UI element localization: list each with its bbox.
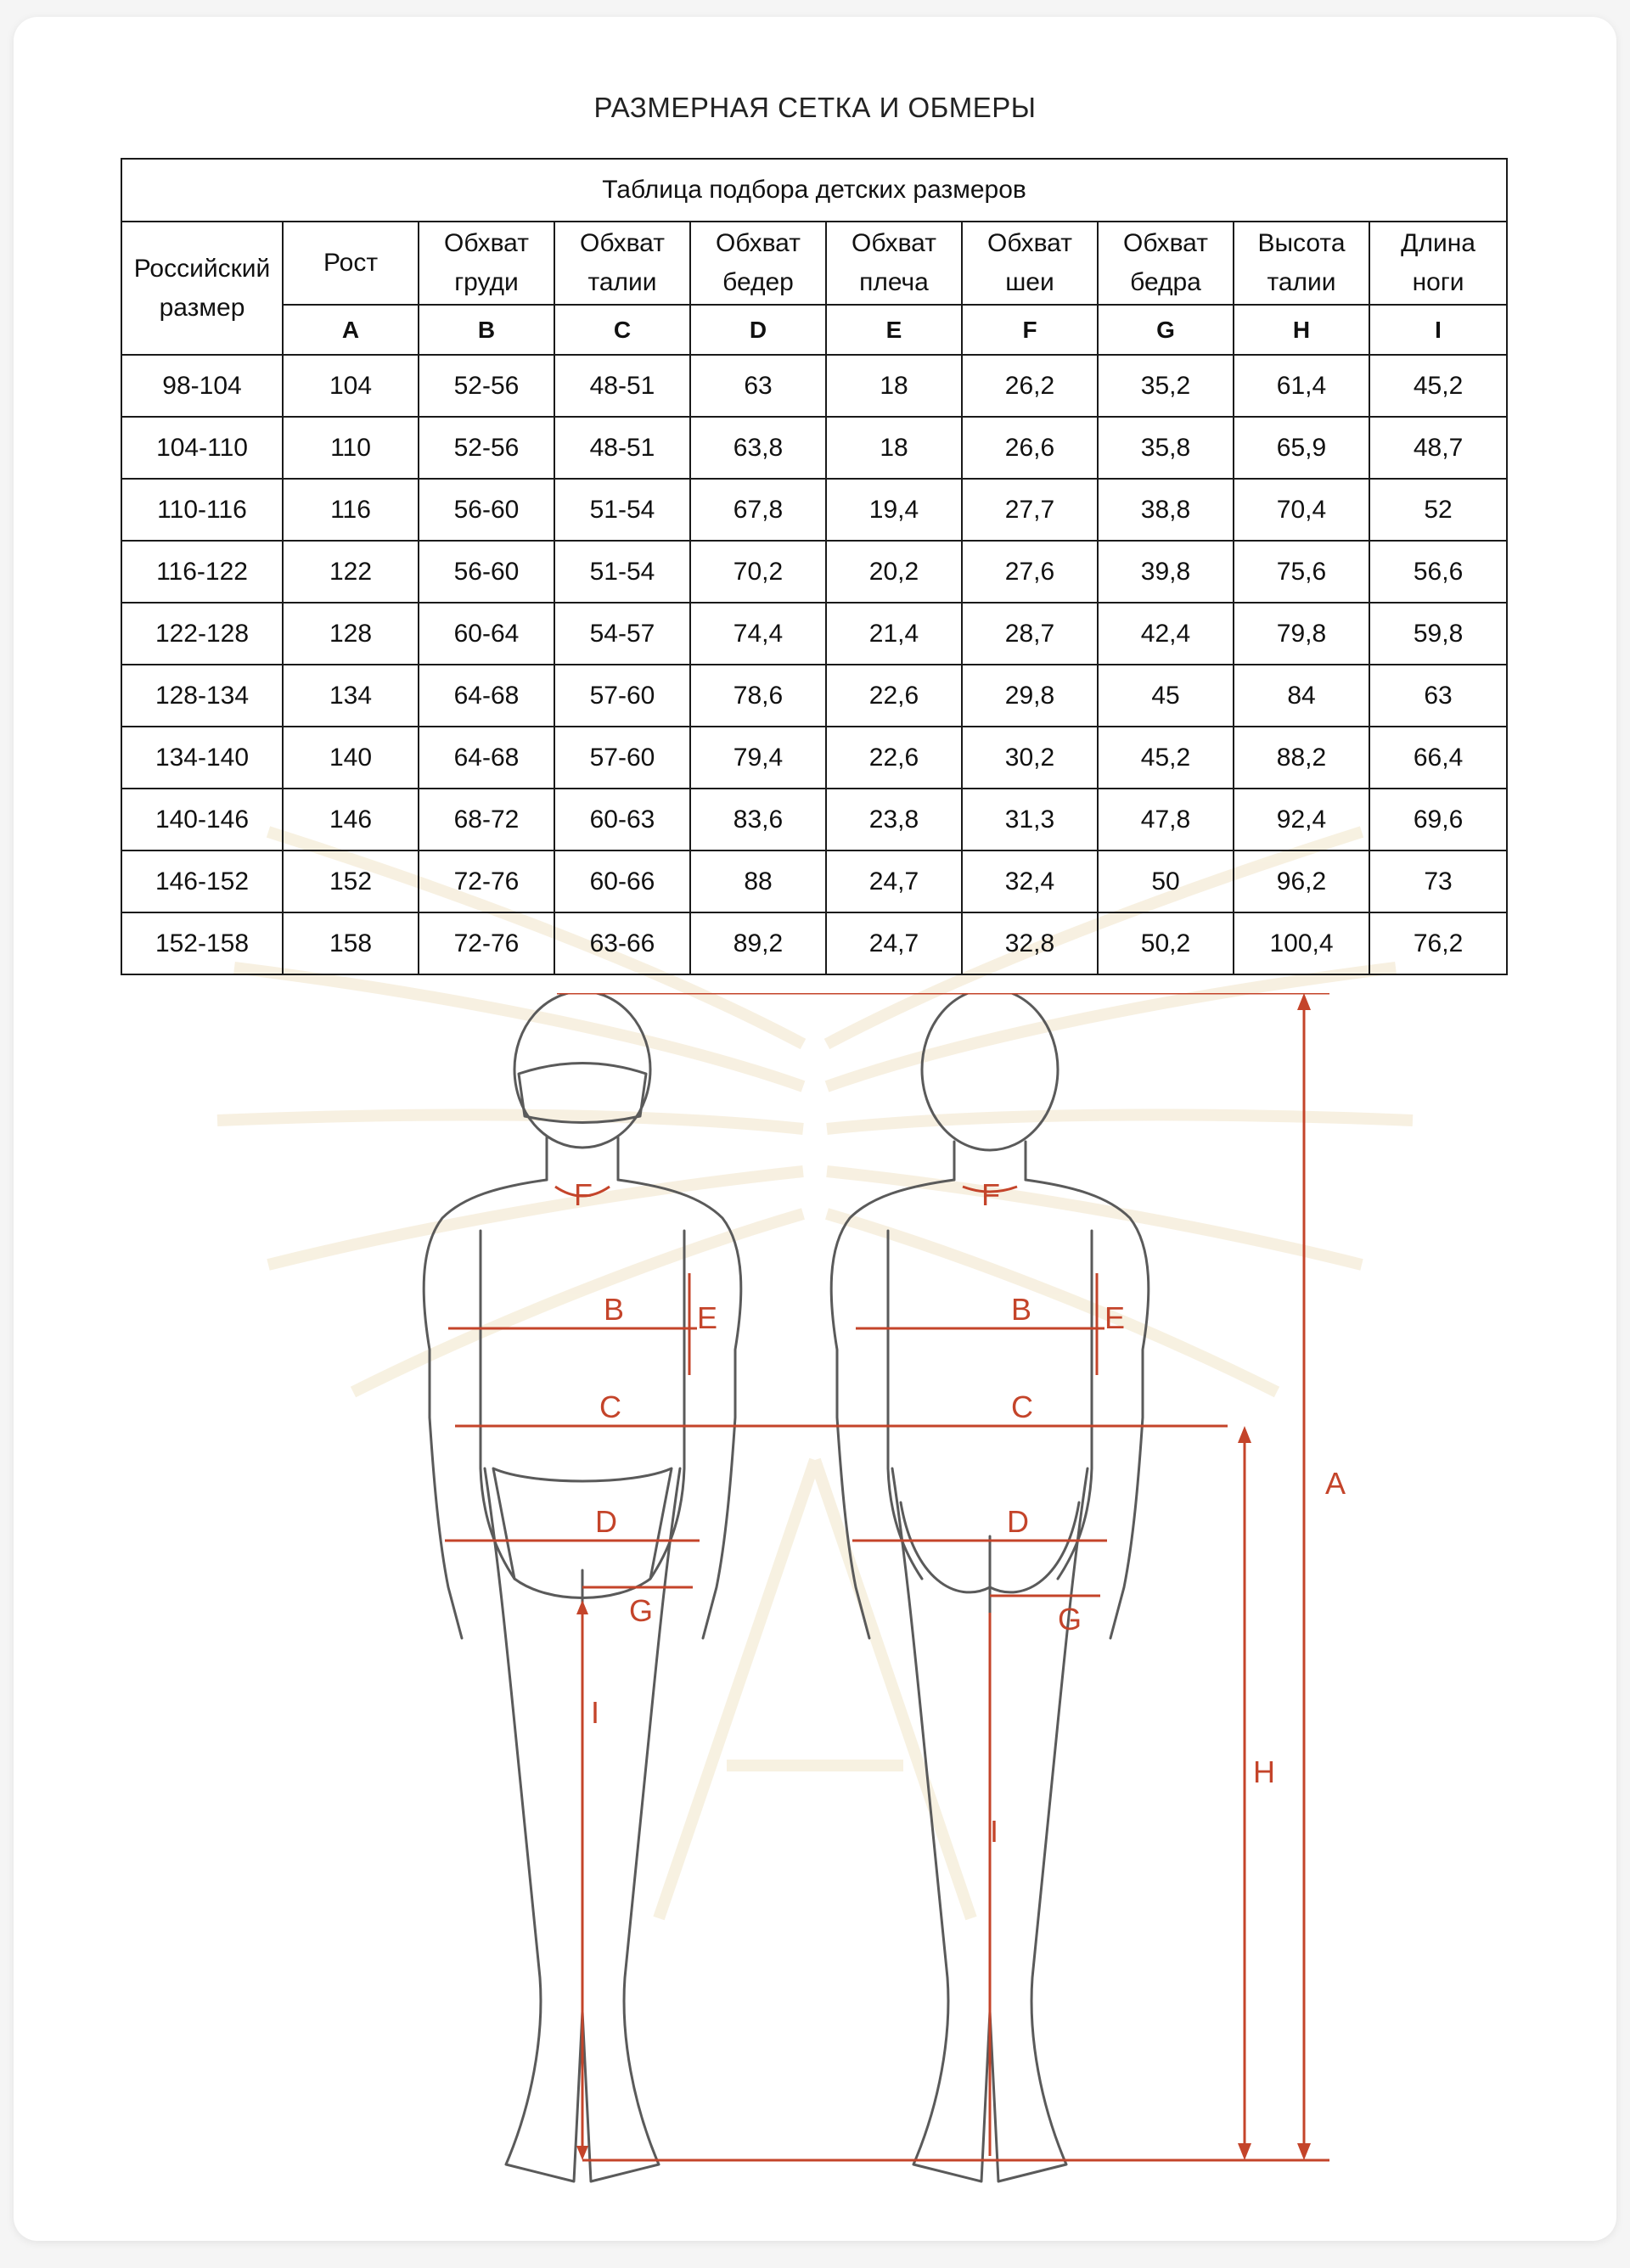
header-line2: бедра xyxy=(1130,268,1201,296)
header-cell xyxy=(419,222,554,305)
header-line2: груди xyxy=(454,268,519,296)
letter-cell: D xyxy=(690,305,826,355)
table-cell: 146-152 xyxy=(121,850,283,912)
table-cell: 45 xyxy=(1098,665,1234,727)
table-cell: 27,6 xyxy=(962,541,1098,603)
table-cell: 52-56 xyxy=(419,355,554,417)
table-cell: 122 xyxy=(283,541,419,603)
table-cell: 88 xyxy=(690,850,826,912)
table-row xyxy=(121,789,1507,850)
table-cell: 56-60 xyxy=(419,541,554,603)
table-cell: 60-63 xyxy=(554,789,690,850)
table-cell: 146 xyxy=(283,789,419,850)
table-row xyxy=(121,727,1507,789)
letter-cell: B xyxy=(419,305,554,355)
header-line2: талии xyxy=(1267,268,1336,296)
back-label-d: D xyxy=(1007,1504,1029,1539)
table-cell: 24,7 xyxy=(826,912,962,974)
table-cell: 152-158 xyxy=(121,912,283,974)
header-cell xyxy=(826,222,962,305)
table-cell: 64-68 xyxy=(419,665,554,727)
table-cell: 54-57 xyxy=(554,603,690,665)
header-line2: плеча xyxy=(859,268,929,296)
letter-cell: F xyxy=(962,305,1098,355)
table-cell: 50 xyxy=(1098,850,1234,912)
table-cell: 20,2 xyxy=(826,541,962,603)
table-cell: 22,6 xyxy=(826,727,962,789)
header-line1: Обхват xyxy=(1123,229,1208,257)
header-line1: Обхват xyxy=(716,229,801,257)
table-cell: 128-134 xyxy=(121,665,283,727)
header-line1: Обхват xyxy=(444,229,529,257)
table-cell: 51-54 xyxy=(554,479,690,541)
table-cell: 47,8 xyxy=(1098,789,1234,850)
measurement-diagram xyxy=(404,993,1380,2190)
table-cell: 158 xyxy=(283,912,419,974)
table-cell: 73 xyxy=(1369,850,1507,912)
table-cell: 110 xyxy=(283,417,419,479)
header-line1: Высота xyxy=(1257,229,1346,257)
table-cell: 48-51 xyxy=(554,355,690,417)
header-cell xyxy=(1369,222,1507,305)
header-line1: Рост xyxy=(323,249,379,277)
header-cell xyxy=(283,222,419,305)
header-line1: Обхват xyxy=(852,229,936,257)
table-cell: 98-104 xyxy=(121,355,283,417)
table-cell: 89,2 xyxy=(690,912,826,974)
size-table xyxy=(121,158,1508,975)
table-cell: 24,7 xyxy=(826,850,962,912)
header-line2: шеи xyxy=(1005,268,1054,296)
table-cell: 48,7 xyxy=(1369,417,1507,479)
table-cell: 61,4 xyxy=(1234,355,1369,417)
table-cell: 31,3 xyxy=(962,789,1098,850)
table-cell: 28,7 xyxy=(962,603,1098,665)
letter-cell: C xyxy=(554,305,690,355)
table-cell: 42,4 xyxy=(1098,603,1234,665)
table-cell: 18 xyxy=(826,355,962,417)
table-cell: 72-76 xyxy=(419,850,554,912)
table-row xyxy=(121,665,1507,727)
table-cell: 76,2 xyxy=(1369,912,1507,974)
table-cell: 22,6 xyxy=(826,665,962,727)
side-label-h: H xyxy=(1253,1754,1275,1789)
header-line2: размер xyxy=(159,293,245,322)
table-cell: 74,4 xyxy=(690,603,826,665)
table-cell: 52-56 xyxy=(419,417,554,479)
table-cell: 59,8 xyxy=(1369,603,1507,665)
table-cell: 63-66 xyxy=(554,912,690,974)
table-cell: 67,8 xyxy=(690,479,826,541)
header-line1: Обхват xyxy=(580,229,665,257)
table-cell: 63 xyxy=(1369,665,1507,727)
table-cell: 128 xyxy=(283,603,419,665)
table-cell: 35,2 xyxy=(1098,355,1234,417)
table-row xyxy=(121,850,1507,912)
table-row xyxy=(121,417,1507,479)
table-cell: 27,7 xyxy=(962,479,1098,541)
table-cell: 26,2 xyxy=(962,355,1098,417)
front-label-c: C xyxy=(599,1389,621,1424)
side-label-a: A xyxy=(1325,1466,1346,1501)
table-cell: 30,2 xyxy=(962,727,1098,789)
table-cell: 122-128 xyxy=(121,603,283,665)
table-cell: 104-110 xyxy=(121,417,283,479)
table-caption: Таблица подбора детских размеров xyxy=(121,159,1507,222)
letter-cell: H xyxy=(1234,305,1369,355)
table-row xyxy=(121,912,1507,974)
table-cell: 38,8 xyxy=(1098,479,1234,541)
table-cell: 29,8 xyxy=(962,665,1098,727)
header-cell xyxy=(962,222,1098,305)
table-cell: 52 xyxy=(1369,479,1507,541)
size-chart-card xyxy=(14,17,1616,2241)
back-label-g: G xyxy=(1058,1602,1082,1636)
table-cell: 72-76 xyxy=(419,912,554,974)
header-line2: ноги xyxy=(1412,268,1464,296)
letter-cell: E xyxy=(826,305,962,355)
table-cell: 134-140 xyxy=(121,727,283,789)
table-cell: 96,2 xyxy=(1234,850,1369,912)
table-cell: 152 xyxy=(283,850,419,912)
table-cell: 60-66 xyxy=(554,850,690,912)
table-cell: 60-64 xyxy=(419,603,554,665)
header-row xyxy=(121,222,1507,305)
table-cell: 18 xyxy=(826,417,962,479)
table-cell: 134 xyxy=(283,665,419,727)
table-cell: 23,8 xyxy=(826,789,962,850)
letter-row xyxy=(121,305,1507,355)
letter-cell: I xyxy=(1369,305,1507,355)
table-cell: 32,8 xyxy=(962,912,1098,974)
table-cell: 21,4 xyxy=(826,603,962,665)
table-row xyxy=(121,541,1507,603)
table-cell: 66,4 xyxy=(1369,727,1507,789)
header-cell xyxy=(690,222,826,305)
front-label-i: I xyxy=(591,1695,600,1730)
back-label-c: C xyxy=(1011,1389,1033,1424)
table-cell: 83,6 xyxy=(690,789,826,850)
table-cell: 56-60 xyxy=(419,479,554,541)
table-row xyxy=(121,355,1507,417)
table-cell: 35,8 xyxy=(1098,417,1234,479)
table-cell: 56,6 xyxy=(1369,541,1507,603)
table-cell: 64-68 xyxy=(419,727,554,789)
table-cell: 79,8 xyxy=(1234,603,1369,665)
header-line1: Обхват xyxy=(987,229,1072,257)
front-label-f: F xyxy=(574,1177,593,1212)
back-label-f: F xyxy=(981,1177,1000,1212)
table-row xyxy=(121,479,1507,541)
table-cell: 78,6 xyxy=(690,665,826,727)
table-cell: 63 xyxy=(690,355,826,417)
header-line2: бедер xyxy=(722,268,794,296)
front-label-g: G xyxy=(629,1593,654,1628)
table-cell: 116 xyxy=(283,479,419,541)
front-label-e: E xyxy=(697,1300,718,1335)
table-cell: 32,4 xyxy=(962,850,1098,912)
table-cell: 26,6 xyxy=(962,417,1098,479)
table-row xyxy=(121,603,1507,665)
table-cell: 84 xyxy=(1234,665,1369,727)
page-title: РАЗМЕРНАЯ СЕТКА И ОБМЕРЫ xyxy=(593,92,1037,123)
header-line1: Длина xyxy=(1401,229,1475,257)
table-cell: 45,2 xyxy=(1369,355,1507,417)
table-cell: 68-72 xyxy=(419,789,554,850)
header-cell xyxy=(121,222,283,355)
table-cell: 48-51 xyxy=(554,417,690,479)
table-cell: 116-122 xyxy=(121,541,283,603)
table-cell: 63,8 xyxy=(690,417,826,479)
back-label-b: B xyxy=(1011,1292,1032,1327)
header-line2: талии xyxy=(587,268,657,296)
table-cell: 19,4 xyxy=(826,479,962,541)
front-label-b: B xyxy=(604,1292,625,1327)
table-cell: 100,4 xyxy=(1234,912,1369,974)
back-label-e: E xyxy=(1104,1300,1126,1335)
table-cell: 57-60 xyxy=(554,665,690,727)
table-cell: 65,9 xyxy=(1234,417,1369,479)
letter-cell: G xyxy=(1098,305,1234,355)
table-cell: 88,2 xyxy=(1234,727,1369,789)
table-cell: 110-116 xyxy=(121,479,283,541)
table-cell: 50,2 xyxy=(1098,912,1234,974)
header-cell xyxy=(1098,222,1234,305)
table-body xyxy=(121,355,1507,974)
table-cell: 79,4 xyxy=(690,727,826,789)
header-cell xyxy=(1234,222,1369,305)
table-cell: 104 xyxy=(283,355,419,417)
header-line1: Российский xyxy=(133,254,271,283)
table-cell: 70,2 xyxy=(690,541,826,603)
letter-cell: A xyxy=(283,305,419,355)
table-cell: 45,2 xyxy=(1098,727,1234,789)
table-cell: 39,8 xyxy=(1098,541,1234,603)
table-cell: 75,6 xyxy=(1234,541,1369,603)
table-cell: 140 xyxy=(283,727,419,789)
table-cell: 92,4 xyxy=(1234,789,1369,850)
back-label-i: I xyxy=(990,1814,999,1849)
front-label-d: D xyxy=(595,1504,617,1539)
table-cell: 57-60 xyxy=(554,727,690,789)
table-cell: 140-146 xyxy=(121,789,283,850)
table-cell: 70,4 xyxy=(1234,479,1369,541)
table-cell: 51-54 xyxy=(554,541,690,603)
header-cell xyxy=(554,222,690,305)
table-cell: 69,6 xyxy=(1369,789,1507,850)
